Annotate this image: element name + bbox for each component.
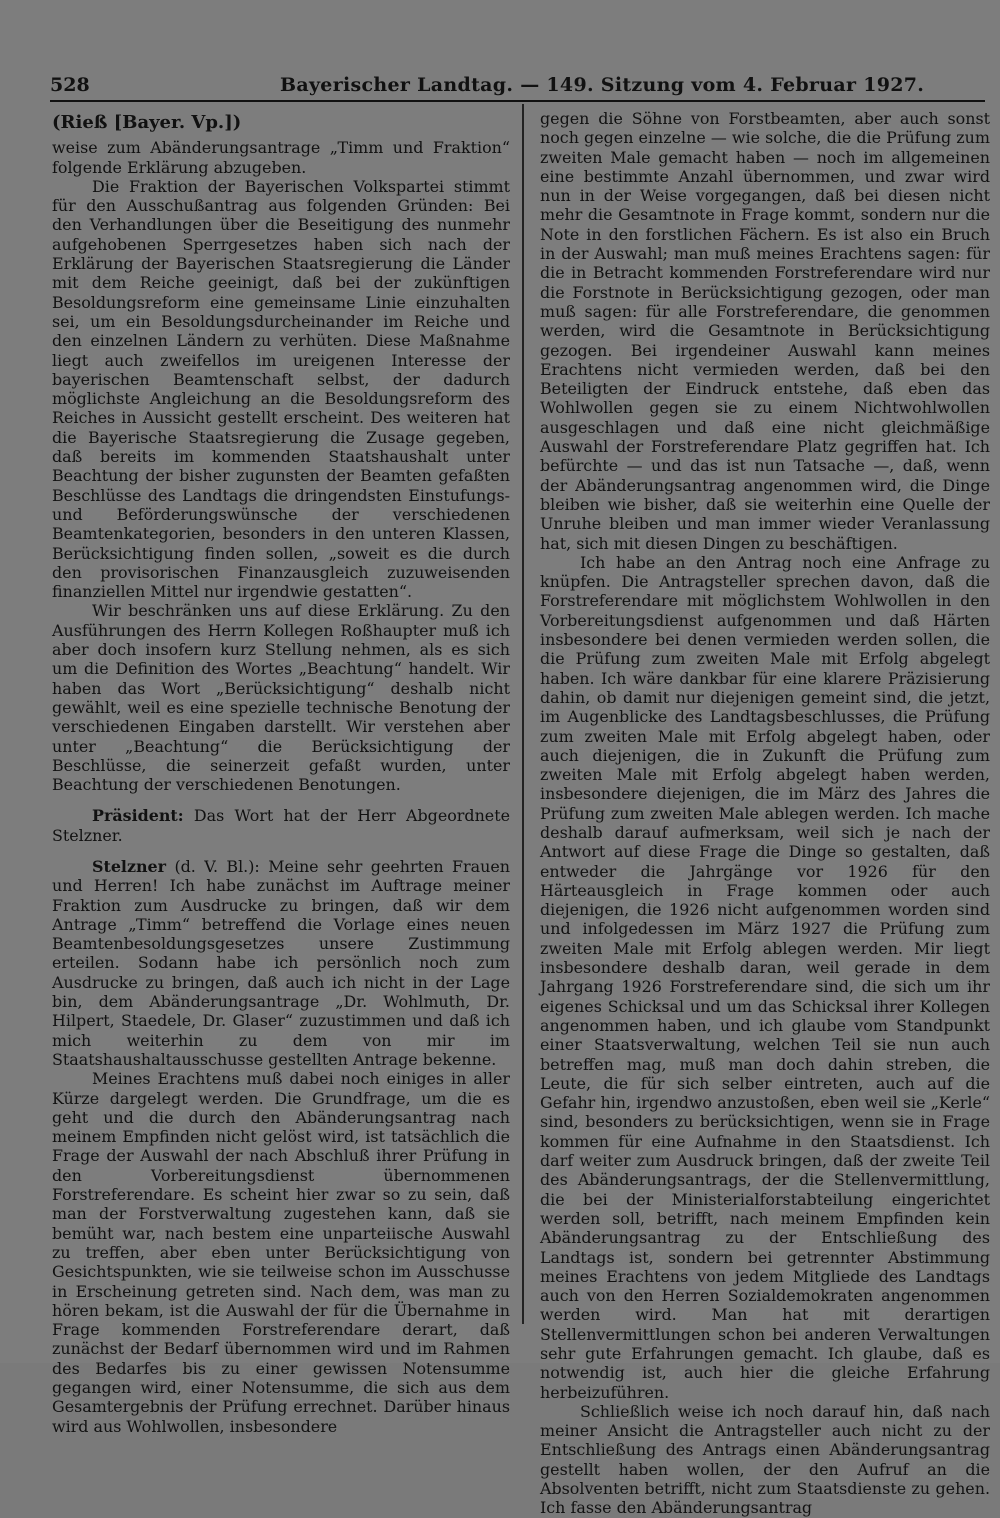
- page-number: 528: [50, 74, 90, 96]
- paragraph: Wir beschränken uns auf diese Erklärung. Zu den Ausführungen des Herrn Kollegen Roßhaupter muß ich aber doch insofern kurz Stellung nehmen, als es sich um die Definition des Wortes „Beachtung“ handelt. Wir haben das Wort „Berücksichtigung“ deshalb nicht gewählt, weil es eine spezielle technische Benotung der verschiedenen Eingaben darstellt. Wir verstehen aber unter „Beachtung“ die Berücksichtigung der Beschlüsse, die seinerzeit gefaßt wurden, unter Beachtung der verschiedenen Benotungen.: [52, 601, 510, 795]
- speaker-continuation-head: (Rieß [Bayer. Vp.]): [52, 112, 242, 133]
- header-rule: [50, 100, 985, 102]
- president-label: Präsident:: [92, 806, 184, 826]
- paragraph: Die Fraktion der Bayerischen Volkspartei stimmt für den Ausschußantrag aus folgenden Gründen: Bei den Verhandlungen über die Beseitigung des nunmehr aufgehobenen Sperrgesetzes haben sich nach der Erklärung der Bayerischen Staatsregierung die Länder mit dem Reiche geeinigt, daß bei der zukünftigen Besoldungsreform eine gemeinsame Linie einzuhalten sei, um ein Besoldungsdurcheinander im Reiche und den einzelnen Ländern zu verhüten. Diese Maßnahme liegt auch zweifellos im ureigenen Interesse der bayerischen Beamtenschaft selbst, der dadurch möglichste Angleichung an die Besoldungsreform des Reiches in Aussicht gestellt erscheint. Des weiteren hat die Bayerische Staatsregierung die Zusage gegeben, daß bereits im kommenden Staatshaushalt unter Beachtung der bisher zugunsten der Beamten gefaßten Beschlüsse des Landtags die dringendsten Einstufungs- und Beförderungswünsche der verschiedenen Beamtenkategorien, besonders in den unteren Klassen, Berücksichtigung finden sollen, „soweit es die durch den provisorischen Finanzausgleich zuzuweisenden finanziellen Mittel nur irgendwie gestatten“.: [52, 176, 510, 602]
- president-text: Das Wort hat der Herr Abgeordnete Stelzner.: [52, 806, 510, 845]
- paragraph: Schließlich weise ich noch darauf hin, daß nach meiner Ansicht die Antragsteller auch nicht zu der Entschließung des Antrags einen Abänderungsantrag gestellt haben wollen, der den Aufruf an die Absolventen betrifft, nicht zum Staatsdienste zu gehen. Ich fasse den Abänderungsantrag: [540, 1401, 990, 1518]
- paragraph: Ich habe an den Antrag noch eine Anfrage zu knüpfen. Die Antragsteller sprechen davon, daß die Forstreferendare mit möglichstem Wohlwollen in den Vorbereitungsdienst aufgenommen und daß Härten insbesondere bei denen vermieden werden sollen, die die Prüfung zum zweiten Male mit Erfolg abgelegt haben. Ich wäre dankbar für eine klarere Präzisierung dahin, ob damit nur diejenigen gemeint sind, die jetzt, im Augenblicke des Landtagsbeschlusses, die Prüfung zum zweiten Male mit Erfolg abgelegt haben, oder auch diejenigen, die in Zukunft die Prüfung zum zweiten Male mit Erfolg abgelegt haben werden, insbesondere diejenigen, die im März des Jahres die Prüfung zum zweiten Male ablegen werden. Ich mache deshalb darauf aufmerksam, weil sich je nach der Antwort auf diese Frage die Dinge so gestalten, daß entweder die Jahrgänge vor 1926 für den Härteausgleich in Frage kommen oder auch diejenigen, die 1926 nicht aufgenommen worden sind und infolgedessen im März 1927 die Prüfung zum zweiten Male mit Erfolg ablegen werden. Mir liegt insbesondere deshalb daran, weil gerade in dem Jahrgang 1926 Forstreferendare sind, die sich um ihr eigenes Schicksal und um das Schicksal ihrer Kollegen angenommen haben, und ich glaube vom Standpunkt einer Staatsverwaltung, welchen Teil sie nun auch betreffen mag, muß man doch dahin streben, die Leute, die für sich selber eintreten, auch auf die Gefahr hin, irgendwo anzustoßen, eben weil sie „Kerle“ sind, besonders zu berücksichtigen, wenn sie in Frage kommen für eine Aufnahme in den Staatsdienst. Ich darf weiter zum Ausdruck bringen, daß der zweite Teil des Abänderungsantrags, der die Stellenvermittlung, die bei der Ministerialforstabteilung eingerichtet werden soll, betrifft, nach meinem Empfinden kein Abänderungsantrag zu der Entschließung des Landtags ist, sondern bei getrennter Abstimmung meines Erachtens von jedem Mitgliede des Landtags auch von den Herren Sozialdemokraten angenommen werden wird. Man hat mit derartigen Stellenvermittlungen schon bei anderen Verwaltungen sehr gute Erfahrungen gemacht. Ich glaube, daß es notwendig ist, auch hier die gleiche Erfahrung herbeizuführen.: [540, 552, 990, 1402]
- page-header: [50, 70, 980, 98]
- paragraph: gegen die Söhne von Forstbeamten, aber auch sonst noch gegen einzelne — wie solche, die die Prüfung zum zweiten Male gemacht haben — noch im allgemeinen eine bestimmte Anzahl übernommen, und zwar wird nun in der Weise vorgegangen, daß bei diesen nicht mehr die Gesamtnote in Frage kommt, sondern nur die Note in den forstlichen Fächern. Es ist also ein Bruch in der Auswahl; man muß meines Erachtens sagen: für die in Betracht kommenden Forstreferendare wird nur die Forstnote in Berücksichtigung gezogen, oder man muß sagen: für alle Forstreferendare, die genommen werden, wird die Gesamtnote in Berücksichtigung gezogen. Bei irgendeiner Auswahl kann meines Erachtens nicht vermieden werden, daß bei den Beteiligten der Eindruck entstehe, daß eben das Wohlwollen gegen sie zu einem Nichtwohlwollen ausgeschlagen und daß eine nicht gleichmäßige Auswahl der Forstreferendare Platz gegriffen hat. Ich befürchte — und das ist nun Tatsache —, daß, wenn der Abänderungsantrag angenommen wird, die Dinge bleiben wie bisher, daß sie weiterhin eine Quelle der Unruhe bleiben und man immer wieder Veranlassung hat, sich mit diesen Dingen zu beschäftigen.: [540, 109, 990, 553]
- running-title: Bayerischer Landtag. — 149. Sitzung vom 4. Februar 1927.: [280, 74, 925, 96]
- stelzner-party: (d. V. Bl.):: [174, 856, 260, 876]
- paragraph: Meines Erachtens muß dabei noch einiges in aller Kürze dargelegt werden. Die Grundfrage, um die es geht und die durch den Abänderungsantrag nach meinem Empfinden nicht gelöst wird, ist tatsächlich die Frage der Auswahl der nach Abschluß ihrer Prüfung in den Vorbereitungsdienst übernommenen Forstreferendare. Es scheint hier zwar so zu sein, daß man der Forstverwaltung zugestehen kann, daß sie bemüht war, nach bestem eine unparteiische Auswahl zu treffen, aber eben unter Berücksichtigung von Gesichtspunkten, wie sie teilweise schon im Ausschusse in Erscheinung getreten sind. Nach dem, was man zu hören bekam, ist die Auswahl der für die Übernahme in Frage kommenden Forstreferendare derart, daß zunächst der Bedarf übernommen wird und im Rahmen des Bedarfes bis zu einer gewissen Notensumme gegangen wird, einer Notensumme, die sich aus dem Gesamtergebnis der Prüfung errechnet. Darüber hinaus wird aus Wohlwollen, insbesondere: [52, 1069, 510, 1436]
- stelzner-label: Stelzner: [92, 856, 167, 876]
- right-column: [540, 109, 990, 1518]
- president-paragraph: [52, 806, 510, 845]
- stelzner-text: Meine sehr geehrten Frauen und Herren! Ich habe zunächst im Auftrage meiner Fraktion zum Ausdrucke zu bringen, daß wir dem Antrage „Timm“ betreffend die Vorlage eines neuen Beamtenbesoldungsgesetzes unsere Zustimmung erteilen. Sodann habe ich persönlich noch zum Ausdrucke zu bringen, daß auch ich nicht in der Lage bin, dem Abänderungsantrage „Dr. Wohlmuth, Dr. Hilpert, Staedele, Dr. Glaser“ zuzustimmen und daß ich mich weiterhin zu dem von mir im Staatshaushaltausschusse gestellten Antrage bekenne.: [52, 856, 510, 1069]
- paragraph: weise zum Abänderungsantrage „Timm und Fraktion“ folgende Erklärung abzugeben.: [52, 138, 510, 177]
- stelzner-paragraph: [52, 857, 510, 1069]
- column-divider: [522, 104, 524, 1324]
- left-column: [52, 113, 510, 1436]
